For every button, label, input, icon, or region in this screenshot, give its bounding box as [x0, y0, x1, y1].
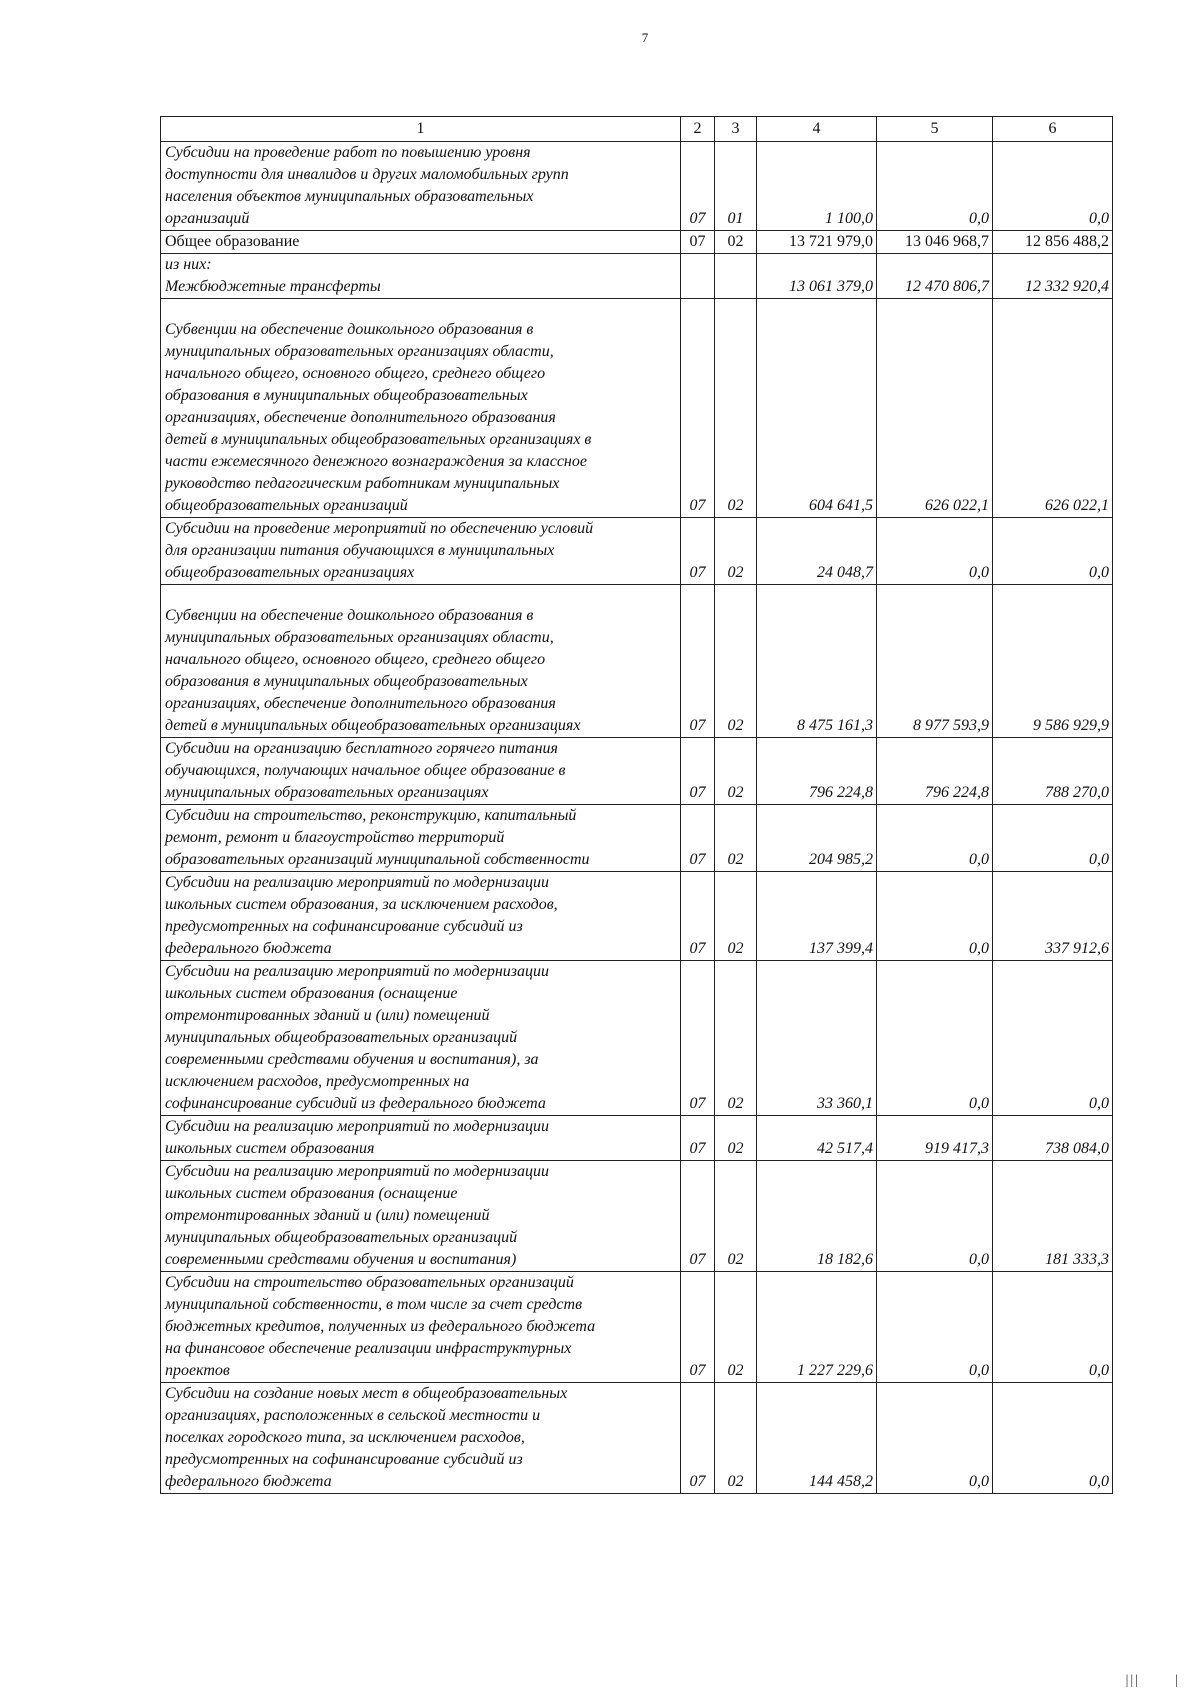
row-name-line: Субсидии на проведение работ по повышению уровня [165, 144, 531, 161]
row-name-line: общеобразовательных организациях [165, 564, 415, 581]
value-col-4: 796 224,8 [757, 738, 877, 805]
row-name-line: образовательных организаций муниципальной собственности [165, 851, 590, 868]
row-name-line: Субвенции на обеспечение дошкольного образования в [165, 607, 534, 624]
row-name-line: образования в муниципальных общеобразовательных [165, 673, 528, 690]
row-name-line: Субсидии на проведение мероприятий по обеспечению условий [165, 520, 594, 537]
row-name-line: современными средствами обучения и воспитания), за [165, 1051, 539, 1068]
row-name-line: школьных систем образования [165, 1140, 375, 1157]
row-name-line: школьных систем образования, за исключением расходов, [165, 896, 558, 913]
row-name-line: обучающихся, получающих начальное общее образование в [165, 762, 566, 779]
section-code: 07 [681, 1116, 715, 1161]
row-name-line: предусмотренных на софинансирование субсидий из [165, 918, 523, 935]
row-name-line: отремонтированных зданий и (или) помещений [165, 1207, 490, 1224]
table-row [161, 1272, 1113, 1383]
table-row [161, 518, 1113, 585]
header-col-2: 2 [681, 117, 715, 142]
table-body [161, 142, 1113, 1494]
subsection-code: 02 [715, 299, 757, 518]
value-col-6: 181 333,3 [993, 1161, 1113, 1272]
value-col-4: 13 721 979,0 [757, 231, 877, 254]
value-col-4: 604 641,5 [757, 299, 877, 518]
section-code: 07 [681, 738, 715, 805]
row-name [161, 299, 681, 518]
row-name [161, 142, 681, 231]
section-code: 07 [681, 518, 715, 585]
row-name-line: общеобразовательных организаций [165, 497, 408, 514]
row-name [161, 1383, 681, 1494]
value-col-6: 0,0 [993, 1383, 1113, 1494]
row-name-line: на финансовое обеспечение реализации инфраструктурных [165, 1340, 572, 1357]
header-row [161, 117, 1113, 142]
row-name [161, 961, 681, 1116]
value-col-5: 796 224,8 [877, 738, 993, 805]
subsection-code: 02 [715, 738, 757, 805]
row-name [161, 805, 681, 872]
value-col-4: 204 985,2 [757, 805, 877, 872]
value-col-4: 1 100,0 [757, 142, 877, 231]
subsection-code: 02 [715, 1272, 757, 1383]
row-name-line: предусмотренных на софинансирование субсидий из [165, 1451, 523, 1468]
value-col-5: 0,0 [877, 1383, 993, 1494]
value-col-5: 0,0 [877, 805, 993, 872]
row-name [161, 1272, 681, 1383]
row-name-line: муниципальных общеобразовательных организаций [165, 1229, 518, 1246]
section-code: 07 [681, 1272, 715, 1383]
row-name-line: Субсидии на реализацию мероприятий по модернизации [165, 1163, 550, 1180]
row-name-line: начального общего, основного общего, среднего общего [165, 365, 546, 382]
value-col-5: 0,0 [877, 1272, 993, 1383]
table-row [161, 1383, 1113, 1494]
row-name-line: для организации питания обучающихся в муниципальных [165, 542, 555, 559]
value-col-4: 144 458,2 [757, 1383, 877, 1494]
row-name-line: Субвенции на обеспечение дошкольного образования в [165, 321, 534, 338]
section-code: 07 [681, 231, 715, 254]
table-row [161, 585, 1113, 738]
row-name [161, 254, 681, 299]
subsection-code: 02 [715, 518, 757, 585]
row-name [161, 1161, 681, 1272]
row-name-line: муниципальной собственности, в том числе за счет средств [165, 1296, 583, 1313]
value-col-6: 0,0 [993, 961, 1113, 1116]
row-name [161, 518, 681, 585]
budget-table [160, 116, 1113, 1494]
section-code: 07 [681, 872, 715, 961]
header-col-5: 5 [877, 117, 993, 142]
table-row [161, 1161, 1113, 1272]
value-col-5: 0,0 [877, 1161, 993, 1272]
value-col-4: 13 061 379,0 [757, 254, 877, 299]
value-col-5: 0,0 [877, 142, 993, 231]
value-col-6: 0,0 [993, 142, 1113, 231]
table-row [161, 299, 1113, 518]
row-name-line: Субсидии на строительство, реконструкцию, капитальный [165, 807, 577, 824]
row-name-line: руководство педагогическим работникам муниципальных [165, 475, 560, 492]
row-name-line: ремонт, ремонт и благоустройство территорий [165, 829, 505, 846]
row-name-line: современными средствами обучения и воспитания) [165, 1251, 517, 1268]
value-col-6: 0,0 [993, 805, 1113, 872]
row-name-line: организаций [165, 210, 250, 227]
table-row [161, 231, 1113, 254]
subsection-code: 02 [715, 1383, 757, 1494]
table-row [161, 805, 1113, 872]
row-name-line: школьных систем образования (оснащение [165, 1185, 458, 1202]
header-col-3: 3 [715, 117, 757, 142]
row-name-line: Субсидии на реализацию мероприятий по модернизации [165, 874, 550, 891]
value-col-5: 0,0 [877, 518, 993, 585]
value-col-6: 626 022,1 [993, 299, 1113, 518]
subsection-code: 02 [715, 872, 757, 961]
header-col-4: 4 [757, 117, 877, 142]
subsection-code: 02 [715, 585, 757, 738]
row-name-line: Субсидии на строительство образовательных организаций [165, 1274, 574, 1291]
row-name-line: Субсидии на создание новых мест в общеобразовательных [165, 1385, 568, 1402]
row-name-line: начального общего, основного общего, среднего общего [165, 651, 546, 668]
row-name-line: Межбюджетные трансферты [165, 278, 381, 295]
header-col-1: 1 [161, 117, 681, 142]
table-row [161, 738, 1113, 805]
section-code: 07 [681, 299, 715, 518]
value-col-4: 1 227 229,6 [757, 1272, 877, 1383]
value-col-5: 0,0 [877, 872, 993, 961]
row-name-line: муниципальных общеобразовательных организаций [165, 1029, 518, 1046]
subsection-code: 02 [715, 805, 757, 872]
row-name-line: проектов [165, 1362, 230, 1379]
row-name-line: исключением расходов, предусмотренных на [165, 1073, 470, 1090]
row-name-line: софинансирование субсидий из федерального бюджета [165, 1095, 546, 1112]
section-code: 07 [681, 1161, 715, 1272]
row-name-line: из них: [165, 256, 212, 273]
row-name-line: населения объектов муниципальных образовательных [165, 188, 534, 205]
row-name [161, 585, 681, 738]
table-row [161, 142, 1113, 231]
value-col-4: 33 360,1 [757, 961, 877, 1116]
row-name-line: школьных систем образования (оснащение [165, 985, 458, 1002]
value-col-5: 0,0 [877, 961, 993, 1116]
row-name-line: организациях, обеспечение дополнительного образования [165, 695, 556, 712]
table-row [161, 961, 1113, 1116]
value-col-4: 24 048,7 [757, 518, 877, 585]
value-col-6: 0,0 [993, 1272, 1113, 1383]
subsection-code: 02 [715, 231, 757, 254]
row-name-line: Общее образование [165, 233, 300, 250]
subsection-code: 02 [715, 1161, 757, 1272]
value-col-6: 337 912,6 [993, 872, 1113, 961]
value-col-6: 12 332 920,4 [993, 254, 1113, 299]
section-code: 07 [681, 1383, 715, 1494]
value-col-6: 0,0 [993, 518, 1113, 585]
table-row [161, 1116, 1113, 1161]
value-col-6: 9 586 929,9 [993, 585, 1113, 738]
row-name-line: доступности для инвалидов и других маломобильных групп [165, 166, 569, 183]
row-name-line: муниципальных образовательных организациях области, [165, 629, 554, 646]
row-name-line: Субсидии на организацию бесплатного горячего питания [165, 740, 558, 757]
value-col-4: 42 517,4 [757, 1116, 877, 1161]
table-row [161, 872, 1113, 961]
value-col-6: 738 084,0 [993, 1116, 1113, 1161]
value-col-5: 8 977 593,9 [877, 585, 993, 738]
row-name-line: бюджетных кредитов, полученных из федерального бюджета [165, 1318, 596, 1335]
value-col-5: 626 022,1 [877, 299, 993, 518]
header-col-6: 6 [993, 117, 1113, 142]
row-name-line: детей в муниципальных общеобразовательных организациях в [165, 431, 592, 448]
footer-mark: ||| [1125, 1673, 1140, 1688]
row-name-line: образования в муниципальных общеобразовательных [165, 387, 528, 404]
value-col-5: 919 417,3 [877, 1116, 993, 1161]
value-col-5: 13 046 968,7 [877, 231, 993, 254]
subsection-code [715, 254, 757, 299]
section-code [681, 254, 715, 299]
section-code: 07 [681, 805, 715, 872]
footer-mark-right: | [1175, 1673, 1178, 1688]
page-number: 7 [641, 30, 649, 45]
value-col-4: 18 182,6 [757, 1161, 877, 1272]
value-col-6: 788 270,0 [993, 738, 1113, 805]
row-name-line: Субсидии на реализацию мероприятий по модернизации [165, 1118, 550, 1135]
table-row [161, 254, 1113, 299]
row-name-line: организациях, обеспечение дополнительного образования [165, 409, 556, 426]
row-name [161, 738, 681, 805]
subsection-code: 02 [715, 1116, 757, 1161]
value-col-4: 137 399,4 [757, 872, 877, 961]
row-name-line: отремонтированных зданий и (или) помещений [165, 1007, 490, 1024]
value-col-6: 12 856 488,2 [993, 231, 1113, 254]
value-col-5: 12 470 806,7 [877, 254, 993, 299]
row-name-line: федерального бюджета [165, 940, 332, 957]
row-name-line: организациях, расположенных в сельской местности и [165, 1407, 541, 1424]
subsection-code: 02 [715, 961, 757, 1116]
row-name-line: федерального бюджета [165, 1473, 332, 1490]
row-name-line: муниципальных образовательных организациях области, [165, 343, 554, 360]
section-code: 07 [681, 585, 715, 738]
row-name [161, 231, 681, 254]
row-name-line: поселках городского типа, за исключением расходов, [165, 1429, 525, 1446]
section-code: 07 [681, 961, 715, 1116]
value-col-4: 8 475 161,3 [757, 585, 877, 738]
row-name-line: муниципальных образовательных организациях [165, 784, 489, 801]
section-code: 07 [681, 142, 715, 231]
row-name-line: детей в муниципальных общеобразовательных организациях [165, 717, 581, 734]
row-name-line: части ежемесячного денежного вознаграждения за классное [165, 453, 587, 470]
row-name-line: Субсидии на реализацию мероприятий по модернизации [165, 963, 550, 980]
row-name [161, 1116, 681, 1161]
subsection-code: 01 [715, 142, 757, 231]
row-name [161, 872, 681, 961]
